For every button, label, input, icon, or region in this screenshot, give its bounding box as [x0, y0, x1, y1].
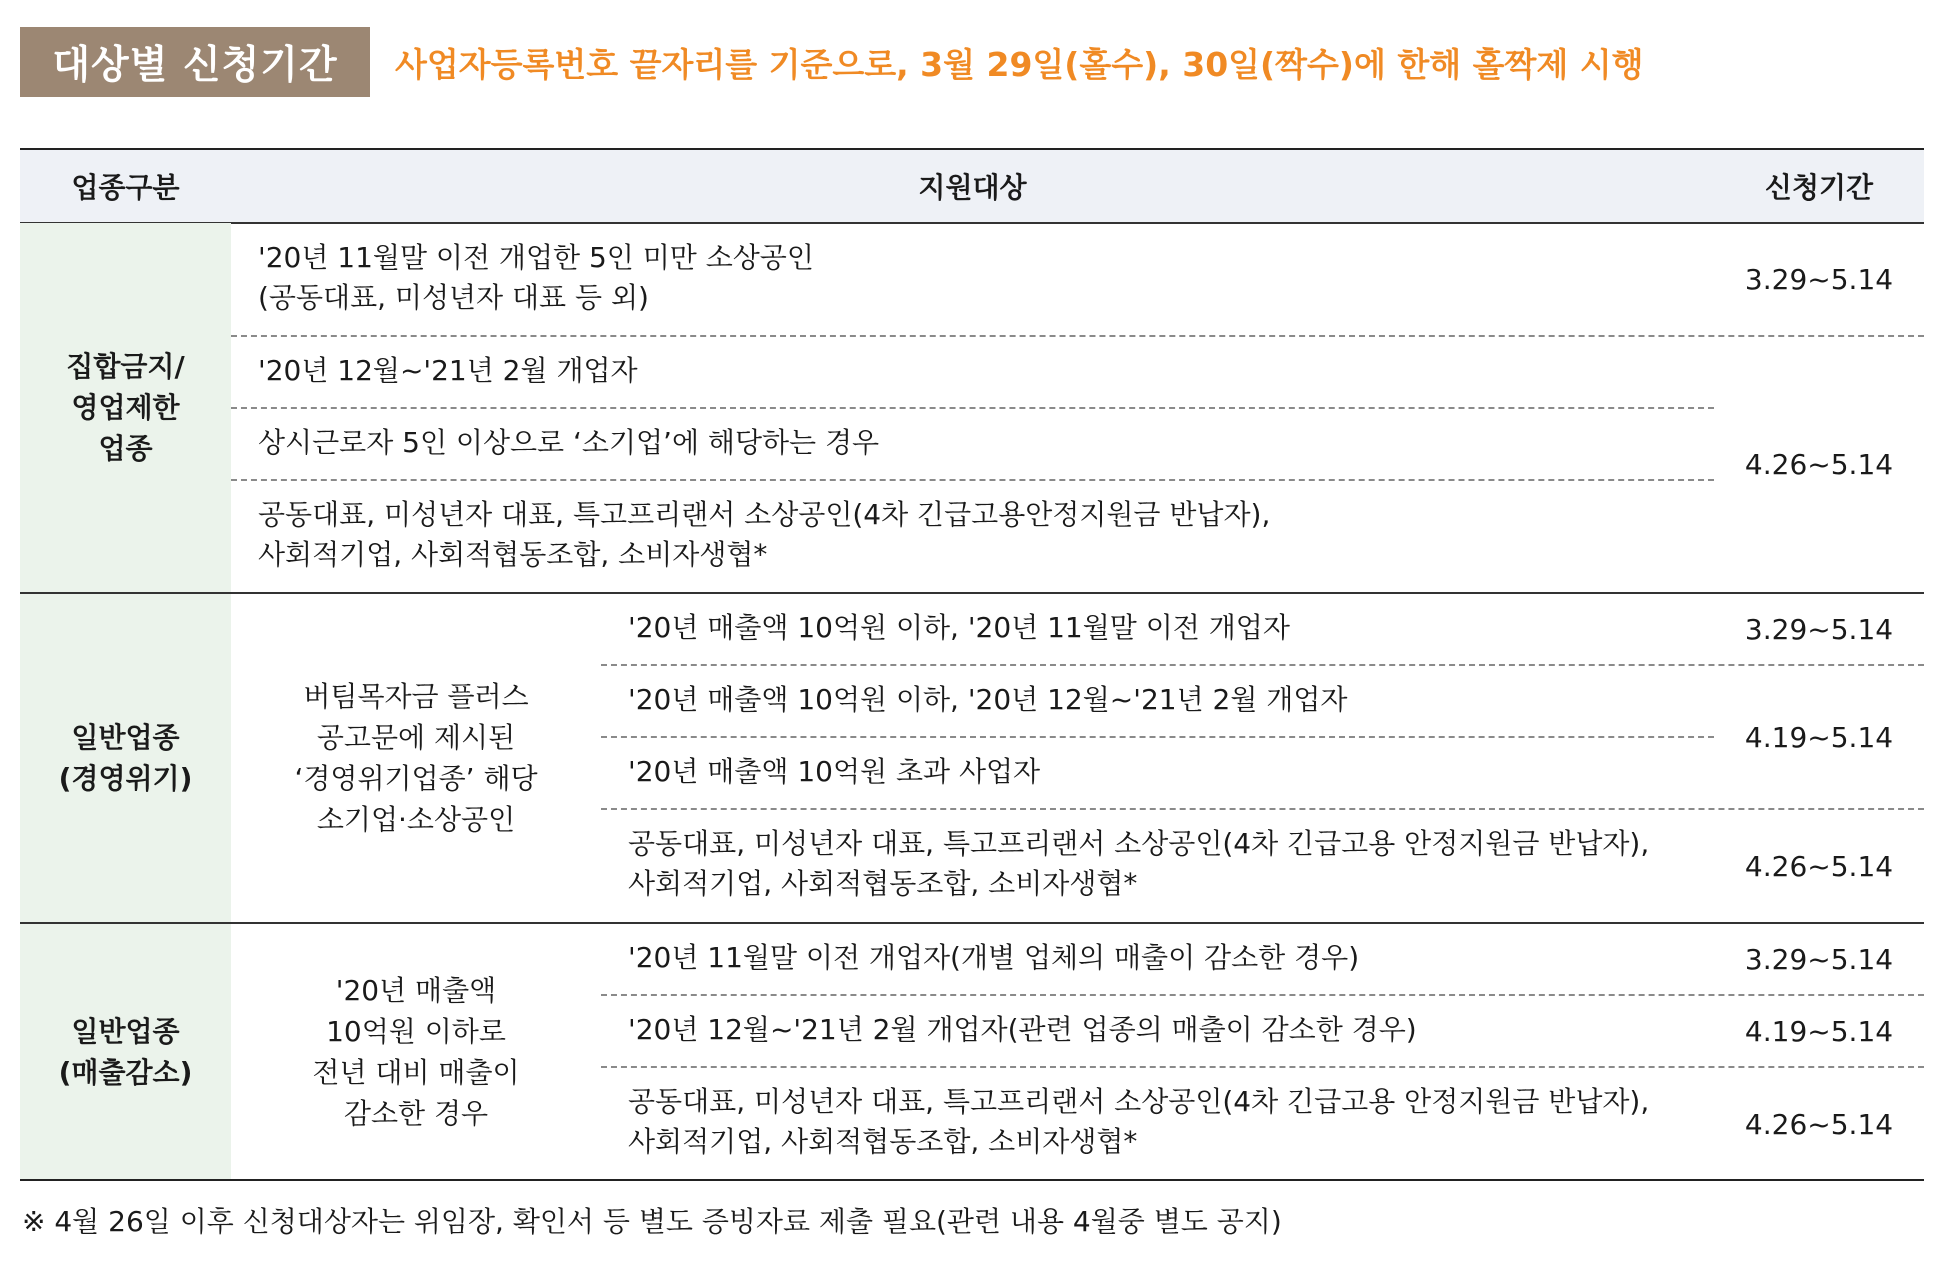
- header-target: 지원대상: [918, 171, 1027, 204]
- group2-row3-text: '20년 매출액 10억원 초과 사업자: [628, 755, 1041, 788]
- section-title-badge: 대상별 신청기간: [20, 27, 370, 97]
- group2-row1-text: '20년 매출액 10억원 이하, '20년 11월말 이전 개업자: [628, 611, 1290, 644]
- group1-divider1: [231, 335, 1924, 337]
- subcategory-group2: 버팀목자금 플러스 공고문에 제시된 ‘경영위기업종’ 해당 소기업·소상공인: [294, 680, 538, 836]
- group2-date3: 4.26~5.14: [1744, 849, 1894, 883]
- subcategory-group3: '20년 매출액 10억원 이하로 전년 대비 매출이 감소한 경우: [312, 974, 520, 1130]
- group2-divider2: [601, 736, 1714, 738]
- group1-row1-text: '20년 11월말 이전 개업한 5인 미만 소상공인 (공동대표, 미성년자 대표 등 외): [258, 241, 814, 314]
- group3-date3: 4.26~5.14: [1744, 1107, 1894, 1141]
- group2-row2-text: '20년 매출액 10억원 이하, '20년 12월~'21년 2월 개업자: [628, 683, 1348, 716]
- section-description: 사업자등록번호 끝자리를 기준으로, 3월 29일(홀수), 30일(짝수)에 한해 홀짝제 시행: [395, 44, 1644, 84]
- group3-row1-text: '20년 11월말 이전 개업자(개별 업체의 매출이 감소한 경우): [628, 941, 1360, 974]
- group1-row2-text: '20년 12월~'21년 2월 개업자: [258, 354, 638, 387]
- header-category: 업종구분: [71, 171, 180, 204]
- group1-row3-text: 상시근로자 5인 이상으로 ‘소기업’에 해당하는 경우: [258, 426, 880, 459]
- footnote: ※ 4월 26일 이후 신청대상자는 위임장, 확인서 등 별도 증빙자료 제출 필요(관련 내용 4월중 별도 공지): [22, 1205, 1282, 1238]
- group2-date2: 4.19~5.14: [1744, 720, 1894, 754]
- group1-date2: 4.26~5.14: [1744, 448, 1894, 481]
- group3-row2-text: '20년 12월~'21년 2월 개업자(관련 업종의 매출이 감소한 경우): [628, 1013, 1417, 1046]
- header-period: 신청기간: [1764, 171, 1874, 204]
- header-bottom-rule: [20, 222, 1924, 224]
- group3-row3-text: 공동대표, 미성년자 대표, 특고프리랜서 소상공인(4차 긴급고용 안정지원금 반납자), 사회적기업, 사회적협동조합, 소비자생협*: [628, 1085, 1650, 1158]
- group1-date1: 3.29~5.14: [1744, 262, 1894, 296]
- table-bottom-rule: [20, 1179, 1924, 1181]
- group1-row4-text: 공동대표, 미성년자 대표, 특고프리랜서 소상공인(4차 긴급고용안정지원금 반납자), 사회적기업, 사회적협동조합, 소비자생협*: [258, 498, 1271, 571]
- group3-date2: 4.19~5.14: [1744, 1014, 1894, 1048]
- category-group1: 집합금지/ 영업제한 업종: [66, 350, 185, 465]
- category-group3: 일반업종 (매출감소): [58, 1015, 193, 1089]
- group2-row4-text: 공동대표, 미성년자 대표, 특고프리랜서 소상공인(4차 긴급고용 안정지원금 반납자), 사회적기업, 사회적협동조합, 소비자생협*: [628, 827, 1650, 900]
- group1-divider2: [231, 407, 1714, 409]
- group2-date1: 3.29~5.14: [1744, 612, 1894, 646]
- group3-date1: 3.29~5.14: [1744, 942, 1894, 976]
- category-group2: 일반업종 (경영위기): [58, 721, 193, 795]
- group1-divider3: [231, 479, 1714, 481]
